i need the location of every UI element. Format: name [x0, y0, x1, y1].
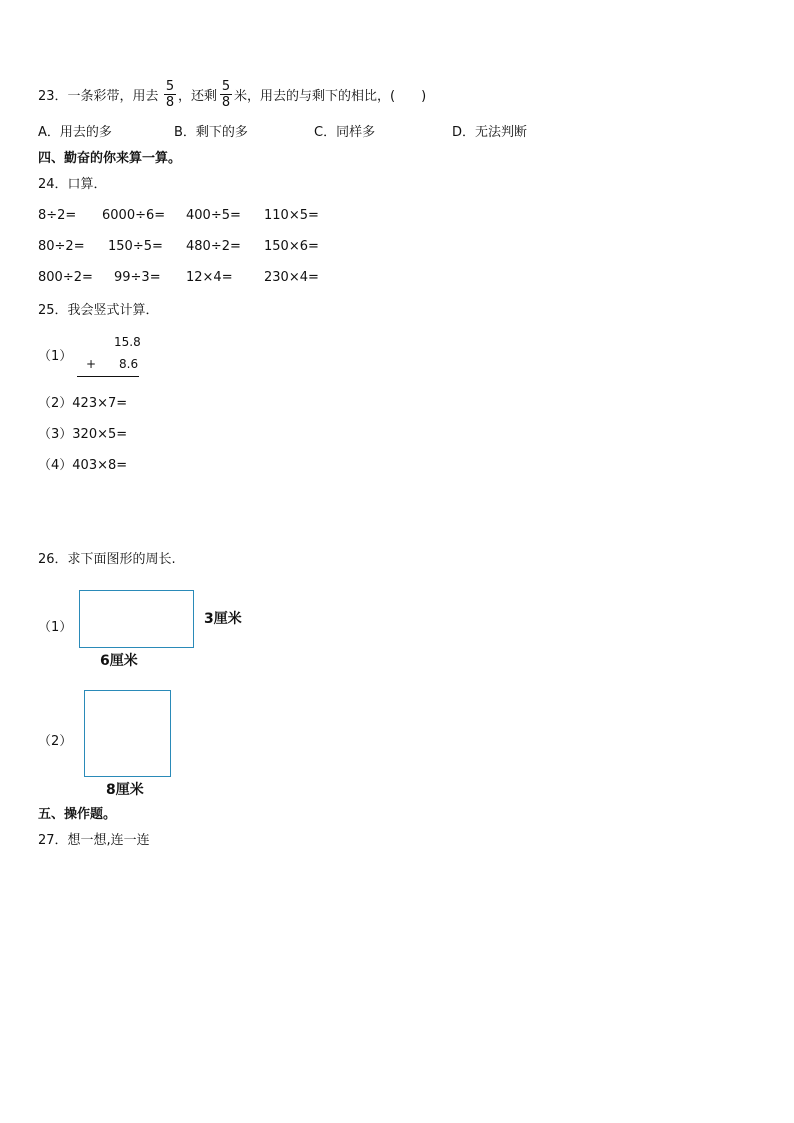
fraction-denominator: 8	[165, 95, 175, 110]
vertical-calc-operator: +	[86, 357, 97, 371]
q25-part1-label: （1）	[38, 349, 73, 364]
q23-option-a[interactable]: A．用去的多	[38, 125, 112, 140]
q26-title: 26．求下面图形的周长.	[38, 552, 176, 567]
fraction-numerator: 5	[165, 79, 175, 94]
q23-text-part2: ，还剩	[178, 89, 218, 104]
q24-title: 24．口算．	[38, 177, 107, 192]
vertical-calc-top-number: 15.8	[114, 335, 141, 349]
q23-option-c[interactable]: C．同样多	[314, 125, 376, 140]
q26-figure2-label: （2）	[38, 734, 73, 749]
q24-item: 480÷2=	[186, 239, 241, 254]
q27-title: 27．想一想,连一连	[38, 833, 150, 848]
q23-text-part3: 米，用去的与剩下的相比，( )	[234, 89, 427, 104]
q25-title: 25．我会竖式计算．	[38, 303, 159, 318]
q25-part2: （2）423×7=	[38, 396, 128, 411]
q25-part3: （3）320×5=	[38, 427, 128, 442]
square-side-label: 8厘米	[106, 782, 144, 798]
q24-item: 800÷2=	[38, 270, 93, 285]
q23-option-d[interactable]: D．无法判断	[452, 125, 528, 140]
square-figure	[84, 690, 171, 777]
section-heading-4: 四、勤奋的你来算一算。	[38, 151, 182, 166]
q24-item: 150×6=	[264, 239, 319, 254]
fraction-numerator: 5	[221, 79, 231, 94]
q23-fraction-left	[220, 80, 232, 109]
vertical-calc-line	[77, 376, 139, 377]
q24-item: 150÷5=	[108, 239, 163, 254]
q24-item: 6000÷6=	[102, 208, 166, 223]
q24-item: 80÷2=	[38, 239, 85, 254]
vertical-calc-bottom-number: 8.6	[119, 357, 139, 371]
q25-part4: （4）403×8=	[38, 458, 128, 473]
q24-item: 8÷2=	[38, 208, 77, 223]
rectangle-figure	[79, 590, 194, 648]
q23-text-part1: 23．一条彩带，用去	[38, 89, 159, 104]
q24-item: 400÷5=	[186, 208, 241, 223]
section-heading-5: 五、操作题。	[38, 807, 117, 822]
q23-fraction-used	[164, 80, 176, 109]
q24-item: 110×5=	[264, 208, 319, 223]
q24-item: 12×4=	[186, 270, 233, 285]
rectangle-height-label: 3厘米	[204, 611, 242, 627]
q26-figure1-label: （1）	[38, 620, 73, 635]
q23-option-b[interactable]: B．剩下的多	[174, 125, 248, 140]
q24-item: 99÷3=	[114, 270, 161, 285]
rectangle-width-label: 6厘米	[100, 653, 138, 669]
fraction-denominator: 8	[221, 95, 231, 110]
q24-item: 230×4=	[264, 270, 319, 285]
